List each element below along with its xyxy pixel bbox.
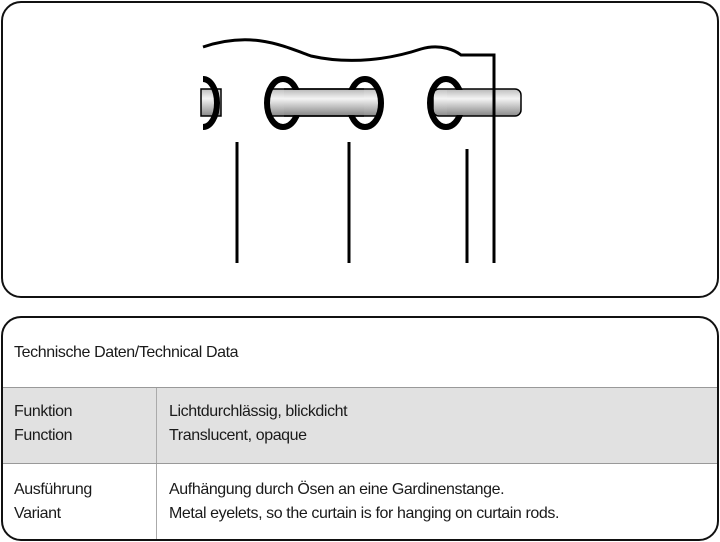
curtain-outline xyxy=(203,40,494,263)
table-row xyxy=(3,464,717,541)
label-en: Variant xyxy=(14,505,61,522)
label-de: Ausführung xyxy=(14,481,92,498)
row-label xyxy=(3,464,157,541)
value-en: Translucent, opaque xyxy=(169,427,307,444)
row-value xyxy=(157,388,347,463)
value-de: Aufhängung durch Ösen an eine Gardinenstange. xyxy=(169,481,505,498)
technical-data-table xyxy=(1,316,719,541)
rod-front xyxy=(284,89,494,117)
table-title: Technische Daten/Technical Data xyxy=(3,318,717,388)
label-en: Function xyxy=(14,427,73,444)
row-value xyxy=(157,464,559,541)
value-de: Lichtdurchlässig, blickdicht xyxy=(169,403,348,420)
label-de: Funktion xyxy=(14,403,73,420)
table-row xyxy=(3,388,717,464)
curtain-eyelet-illustration xyxy=(1,1,719,298)
illustration-panel xyxy=(1,1,719,298)
value-en: Metal eyelets, so the curtain is for hanging on curtain rods. xyxy=(169,505,560,522)
row-label xyxy=(3,388,157,463)
